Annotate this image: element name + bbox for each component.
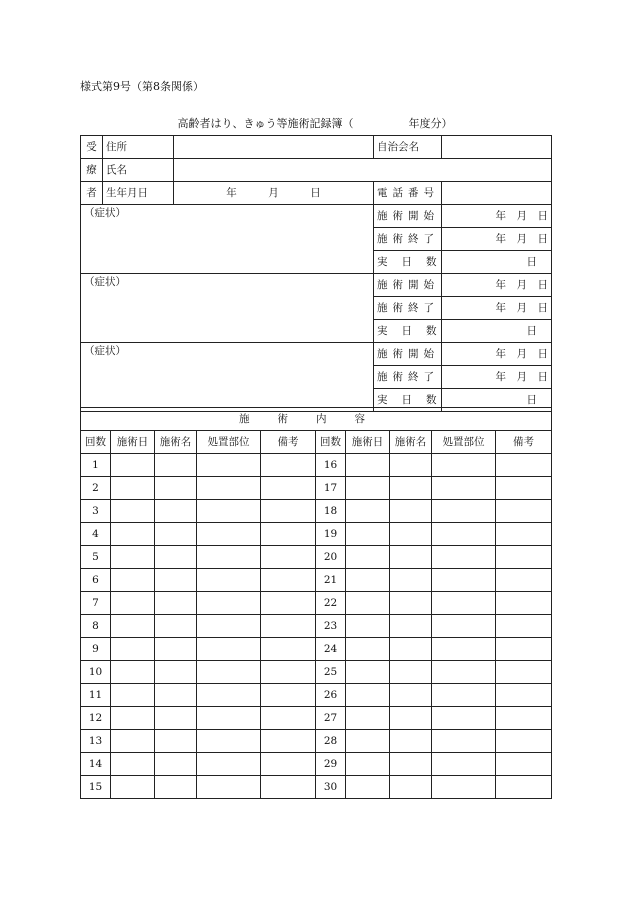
treatment-name-cell[interactable] xyxy=(155,661,197,684)
birthdate-field[interactable]: 年 月 日 xyxy=(174,182,374,205)
association-label: 自治会名 xyxy=(374,136,442,159)
treatment-date-cell[interactable] xyxy=(346,615,390,638)
treatment-name-cell[interactable] xyxy=(390,523,432,546)
visit-number: 18 xyxy=(316,500,346,523)
treatment-date-cell[interactable] xyxy=(111,500,155,523)
column-header: 施術名 xyxy=(390,431,432,454)
treated-area-cell[interactable] xyxy=(432,753,496,776)
treated-area-cell[interactable] xyxy=(197,661,261,684)
treatment-date-cell[interactable] xyxy=(346,477,390,500)
visit-number: 26 xyxy=(316,684,346,707)
treatment-name-cell[interactable] xyxy=(155,477,197,500)
visit-number: 7 xyxy=(81,592,111,615)
association-field[interactable] xyxy=(442,136,552,159)
visit-number: 12 xyxy=(81,707,111,730)
table-row xyxy=(81,707,552,730)
treated-area-cell[interactable] xyxy=(197,523,261,546)
treatment-start-field[interactable]: 年 月 日 xyxy=(442,205,552,228)
treatment-name-cell[interactable] xyxy=(390,592,432,615)
treatment-name-cell[interactable] xyxy=(390,546,432,569)
treated-area-cell[interactable] xyxy=(432,546,496,569)
visit-number: 1 xyxy=(81,454,111,477)
treatment-name-cell[interactable] xyxy=(390,500,432,523)
actual-days-field[interactable]: 日 xyxy=(442,251,552,274)
treatment-date-cell[interactable] xyxy=(111,615,155,638)
treatment-date-cell[interactable] xyxy=(346,684,390,707)
remarks-cell[interactable] xyxy=(261,500,316,523)
remarks-cell[interactable] xyxy=(496,776,552,799)
treatment-date-cell[interactable] xyxy=(346,730,390,753)
remarks-cell[interactable] xyxy=(496,661,552,684)
treatment-date-cell[interactable] xyxy=(111,454,155,477)
remarks-cell[interactable] xyxy=(496,753,552,776)
treated-area-cell[interactable] xyxy=(197,776,261,799)
remarks-cell[interactable] xyxy=(496,638,552,661)
actual-days-field[interactable]: 日 xyxy=(442,320,552,343)
remarks-cell[interactable] xyxy=(496,546,552,569)
column-header: 回数 xyxy=(316,431,346,454)
visit-number: 14 xyxy=(81,753,111,776)
column-header: 施術名 xyxy=(155,431,197,454)
visit-number: 2 xyxy=(81,477,111,500)
treated-area-cell[interactable] xyxy=(197,477,261,500)
visit-number: 13 xyxy=(81,730,111,753)
treatment-date-cell[interactable] xyxy=(111,638,155,661)
symptom-field[interactable]: （症状） xyxy=(81,274,374,343)
remarks-cell[interactable] xyxy=(261,707,316,730)
recipient-side-char: 療 xyxy=(81,159,103,182)
treatment-date-cell[interactable] xyxy=(111,592,155,615)
treatment-date-cell[interactable] xyxy=(346,592,390,615)
actual-days-label: 実日数 xyxy=(374,251,442,274)
visit-number: 10 xyxy=(81,661,111,684)
treatment-start-field[interactable]: 年 月 日 xyxy=(442,274,552,297)
treatment-name-cell[interactable] xyxy=(155,523,197,546)
treatment-date-cell[interactable] xyxy=(111,569,155,592)
visit-number: 5 xyxy=(81,546,111,569)
visit-number: 4 xyxy=(81,523,111,546)
treated-area-cell[interactable] xyxy=(197,569,261,592)
treatment-name-cell[interactable] xyxy=(155,753,197,776)
remarks-cell[interactable] xyxy=(496,569,552,592)
treatment-name-cell[interactable] xyxy=(155,707,197,730)
treated-area-cell[interactable] xyxy=(197,730,261,753)
treated-area-cell[interactable] xyxy=(432,707,496,730)
recipient-side-char: 受 xyxy=(81,136,103,159)
actual-days-label: 実日数 xyxy=(374,320,442,343)
visit-number: 17 xyxy=(316,477,346,500)
visit-number: 16 xyxy=(316,454,346,477)
treatment-name-cell[interactable] xyxy=(155,615,197,638)
treatment-name-cell[interactable] xyxy=(155,684,197,707)
treatment-name-cell[interactable] xyxy=(390,569,432,592)
remarks-cell[interactable] xyxy=(261,776,316,799)
treated-area-cell[interactable] xyxy=(432,477,496,500)
column-header: 施術日 xyxy=(111,431,155,454)
table-row xyxy=(81,684,552,707)
treatment-end-field[interactable]: 年 月 日 xyxy=(442,297,552,320)
treated-area-cell[interactable] xyxy=(197,500,261,523)
treatment-name-cell[interactable] xyxy=(390,661,432,684)
treatment-date-cell[interactable] xyxy=(111,546,155,569)
treated-area-cell[interactable] xyxy=(197,592,261,615)
remarks-cell[interactable] xyxy=(496,684,552,707)
treatment-name-cell[interactable] xyxy=(155,546,197,569)
treatment-date-cell[interactable] xyxy=(346,638,390,661)
symptom-field[interactable]: （症状） xyxy=(81,205,374,274)
treatment-start-field[interactable]: 年 月 日 xyxy=(442,343,552,366)
treatment-name-cell[interactable] xyxy=(155,569,197,592)
treatment-end-field[interactable]: 年 月 日 xyxy=(442,366,552,389)
treatment-name-cell[interactable] xyxy=(390,477,432,500)
column-header: 処置部位 xyxy=(197,431,261,454)
remarks-cell[interactable] xyxy=(496,592,552,615)
treatment-date-cell[interactable] xyxy=(346,753,390,776)
column-header: 備考 xyxy=(261,431,316,454)
treated-area-cell[interactable] xyxy=(197,615,261,638)
treatment-date-cell[interactable] xyxy=(346,523,390,546)
remarks-cell[interactable] xyxy=(496,707,552,730)
treated-area-cell[interactable] xyxy=(432,730,496,753)
treatment-end-label: 施術終了 xyxy=(374,366,442,389)
recipient-info-table xyxy=(80,135,552,412)
remarks-cell[interactable] xyxy=(261,546,316,569)
treatment-date-cell[interactable] xyxy=(346,661,390,684)
visit-number: 3 xyxy=(81,500,111,523)
treated-area-cell[interactable] xyxy=(432,684,496,707)
remarks-cell[interactable] xyxy=(496,730,552,753)
treated-area-cell[interactable] xyxy=(432,661,496,684)
remarks-cell[interactable] xyxy=(261,753,316,776)
treated-area-cell[interactable] xyxy=(197,546,261,569)
remarks-cell[interactable] xyxy=(261,661,316,684)
treated-area-cell[interactable] xyxy=(432,615,496,638)
name-field[interactable] xyxy=(174,159,552,182)
table-row xyxy=(81,730,552,753)
treatment-name-cell[interactable] xyxy=(390,638,432,661)
treatment-date-cell[interactable] xyxy=(111,753,155,776)
treated-area-cell[interactable] xyxy=(432,523,496,546)
treatment-date-cell[interactable] xyxy=(111,477,155,500)
visit-number: 24 xyxy=(316,638,346,661)
treatment-name-cell[interactable] xyxy=(390,707,432,730)
visit-number: 11 xyxy=(81,684,111,707)
treatment-name-cell[interactable] xyxy=(390,776,432,799)
remarks-cell[interactable] xyxy=(496,523,552,546)
table-row xyxy=(81,592,552,615)
treatment-name-cell[interactable] xyxy=(155,638,197,661)
treated-area-cell[interactable] xyxy=(432,776,496,799)
visit-number: 29 xyxy=(316,753,346,776)
visit-number: 23 xyxy=(316,615,346,638)
phone-field[interactable] xyxy=(442,182,552,205)
treatment-content-table xyxy=(80,407,552,799)
treatment-name-cell[interactable] xyxy=(390,730,432,753)
visit-number: 15 xyxy=(81,776,111,799)
address-label: 住所 xyxy=(103,136,174,159)
treatment-date-cell[interactable] xyxy=(111,661,155,684)
remarks-cell[interactable] xyxy=(261,477,316,500)
remarks-cell[interactable] xyxy=(261,523,316,546)
column-header: 施術日 xyxy=(346,431,390,454)
column-header: 回数 xyxy=(81,431,111,454)
visit-number: 21 xyxy=(316,569,346,592)
symptom-field[interactable]: （症状） xyxy=(81,343,374,412)
treated-area-cell[interactable] xyxy=(432,569,496,592)
table-row xyxy=(81,523,552,546)
treatment-name-cell[interactable] xyxy=(390,684,432,707)
treated-area-cell[interactable] xyxy=(432,500,496,523)
remarks-cell[interactable] xyxy=(261,684,316,707)
name-label: 氏名 xyxy=(103,159,174,182)
treated-area-cell[interactable] xyxy=(197,454,261,477)
visit-number: 8 xyxy=(81,615,111,638)
treatment-content-heading: 施術内容 xyxy=(81,408,552,431)
visit-number: 25 xyxy=(316,661,346,684)
remarks-cell[interactable] xyxy=(496,500,552,523)
birthdate-label: 生年月日 xyxy=(103,182,174,205)
visit-number: 27 xyxy=(316,707,346,730)
treatment-name-cell[interactable] xyxy=(155,454,197,477)
treatment-start-label: 施術開始 xyxy=(374,205,442,228)
remarks-cell[interactable] xyxy=(496,615,552,638)
treatment-name-cell[interactable] xyxy=(155,776,197,799)
treatment-date-cell[interactable] xyxy=(346,569,390,592)
actual-days-label: 実日数 xyxy=(374,389,442,412)
table-row xyxy=(81,661,552,684)
table-row xyxy=(81,638,552,661)
treatment-name-cell[interactable] xyxy=(390,753,432,776)
remarks-cell[interactable] xyxy=(261,615,316,638)
treatment-end-label: 施術終了 xyxy=(374,228,442,251)
treatment-date-cell[interactable] xyxy=(111,730,155,753)
visit-number: 20 xyxy=(316,546,346,569)
table-row xyxy=(81,477,552,500)
table-row xyxy=(81,569,552,592)
remarks-cell[interactable] xyxy=(261,638,316,661)
treatment-date-cell[interactable] xyxy=(111,684,155,707)
treated-area-cell[interactable] xyxy=(432,638,496,661)
visit-number: 30 xyxy=(316,776,346,799)
treated-area-cell[interactable] xyxy=(432,592,496,615)
treatment-end-field[interactable]: 年 月 日 xyxy=(442,228,552,251)
remarks-cell[interactable] xyxy=(261,592,316,615)
table-row xyxy=(81,454,552,477)
remarks-cell[interactable] xyxy=(496,477,552,500)
phone-label: 電話番号 xyxy=(374,182,442,205)
remarks-cell[interactable] xyxy=(496,454,552,477)
treatment-date-cell[interactable] xyxy=(346,707,390,730)
table-row xyxy=(81,753,552,776)
treatment-date-cell[interactable] xyxy=(346,454,390,477)
column-header: 処置部位 xyxy=(432,431,496,454)
visit-number: 9 xyxy=(81,638,111,661)
treatment-name-cell[interactable] xyxy=(155,730,197,753)
column-header: 備考 xyxy=(496,431,552,454)
table-row xyxy=(81,500,552,523)
treatment-name-cell[interactable] xyxy=(155,592,197,615)
treated-area-cell[interactable] xyxy=(197,638,261,661)
recipient-side-char: 者 xyxy=(81,182,103,205)
treatment-start-label: 施術開始 xyxy=(374,343,442,366)
remarks-cell[interactable] xyxy=(261,730,316,753)
treatment-date-cell[interactable] xyxy=(111,523,155,546)
treatment-name-cell[interactable] xyxy=(390,454,432,477)
treated-area-cell[interactable] xyxy=(197,707,261,730)
treatment-date-cell[interactable] xyxy=(346,776,390,799)
treated-area-cell[interactable] xyxy=(197,753,261,776)
table-row xyxy=(81,776,552,799)
address-field[interactable] xyxy=(174,136,374,159)
treatment-date-cell[interactable] xyxy=(346,500,390,523)
remarks-cell[interactable] xyxy=(261,454,316,477)
form-number-label: 様式第9号（第8条関係） xyxy=(80,80,204,93)
remarks-cell[interactable] xyxy=(261,569,316,592)
treated-area-cell[interactable] xyxy=(432,454,496,477)
visit-number: 22 xyxy=(316,592,346,615)
treatment-end-label: 施術終了 xyxy=(374,297,442,320)
treatment-name-cell[interactable] xyxy=(155,500,197,523)
document-title: 高齢者はり、きゅう等施術記録簿（ 年度分） xyxy=(177,117,453,130)
treated-area-cell[interactable] xyxy=(197,684,261,707)
actual-days-field[interactable]: 日 xyxy=(442,389,552,412)
treatment-name-cell[interactable] xyxy=(390,615,432,638)
table-row xyxy=(81,615,552,638)
visit-number: 19 xyxy=(316,523,346,546)
visit-number: 6 xyxy=(81,569,111,592)
treatment-start-label: 施術開始 xyxy=(374,274,442,297)
treatment-date-cell[interactable] xyxy=(346,546,390,569)
treatment-date-cell[interactable] xyxy=(111,707,155,730)
table-row xyxy=(81,546,552,569)
treatment-date-cell[interactable] xyxy=(111,776,155,799)
visit-number: 28 xyxy=(316,730,346,753)
